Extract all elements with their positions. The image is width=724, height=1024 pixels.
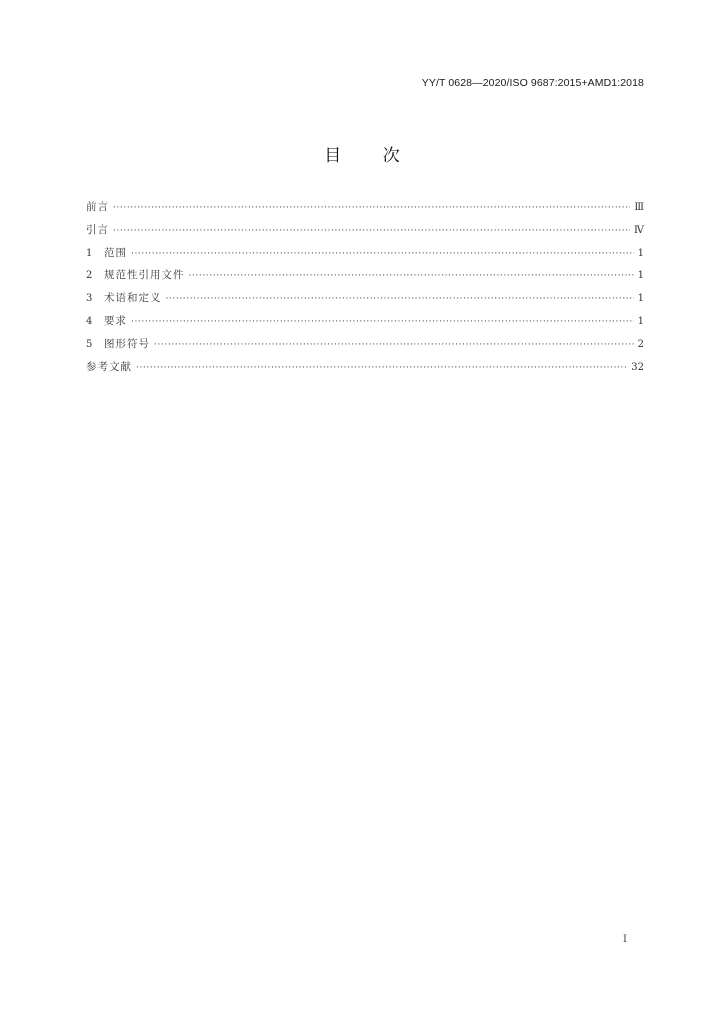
toc-entry-number: 3 xyxy=(86,293,93,305)
toc-entry-label: 术语和定义 xyxy=(104,292,162,305)
toc-dot-leader xyxy=(131,249,634,259)
toc-entry-page: 2 xyxy=(637,338,644,350)
toc-dot-leader xyxy=(189,271,634,281)
toc-title: 目 次 xyxy=(324,146,400,166)
toc-entry-label: 规范性引用文件 xyxy=(104,269,185,282)
toc-entry-page: 1 xyxy=(637,270,644,282)
toc-entry-introduction[interactable] xyxy=(86,222,644,245)
toc-dot-leader xyxy=(113,203,630,213)
toc-entry-page: 1 xyxy=(637,315,644,327)
toc-entry-page: 1 xyxy=(637,247,644,259)
standard-code-header: YY/T 0628—2020/ISO 9687:2015+AMD1:2018 xyxy=(421,77,644,89)
toc-entry-page: 32 xyxy=(631,361,644,373)
toc-entry-page: Ⅳ xyxy=(634,224,644,236)
toc-entry-label: 图形符号 xyxy=(104,337,150,350)
toc-entry-foreword[interactable] xyxy=(86,199,644,222)
toc-dot-leader xyxy=(154,340,634,350)
table-of-contents xyxy=(86,199,644,381)
page-number: I xyxy=(623,934,627,945)
toc-dot-leader xyxy=(131,317,634,327)
toc-entry-number: 4 xyxy=(86,315,93,327)
toc-entry-label: 参考文献 xyxy=(86,360,132,373)
toc-entry-scope[interactable] xyxy=(86,245,644,268)
toc-entry-normative-references[interactable] xyxy=(86,267,644,290)
toc-entry-label: 范围 xyxy=(104,246,127,259)
toc-dot-leader xyxy=(136,363,627,373)
toc-entry-label: 引言 xyxy=(86,223,109,236)
toc-entry-label: 要求 xyxy=(104,314,127,327)
toc-dot-leader xyxy=(113,226,630,236)
toc-entry-number: 1 xyxy=(86,247,93,259)
toc-entry-page: 1 xyxy=(637,293,644,305)
toc-entry-bibliography[interactable] xyxy=(86,359,644,382)
toc-entry-label: 前言 xyxy=(86,201,109,213)
toc-entry-number: 2 xyxy=(86,270,93,282)
toc-entry-number: 5 xyxy=(86,338,93,350)
toc-entry-page: Ⅲ xyxy=(634,202,644,213)
toc-entry-terms-definitions[interactable] xyxy=(86,290,644,313)
toc-entry-graphical-symbols[interactable] xyxy=(86,336,644,359)
toc-dot-leader xyxy=(166,294,634,304)
toc-entry-requirements[interactable] xyxy=(86,313,644,336)
